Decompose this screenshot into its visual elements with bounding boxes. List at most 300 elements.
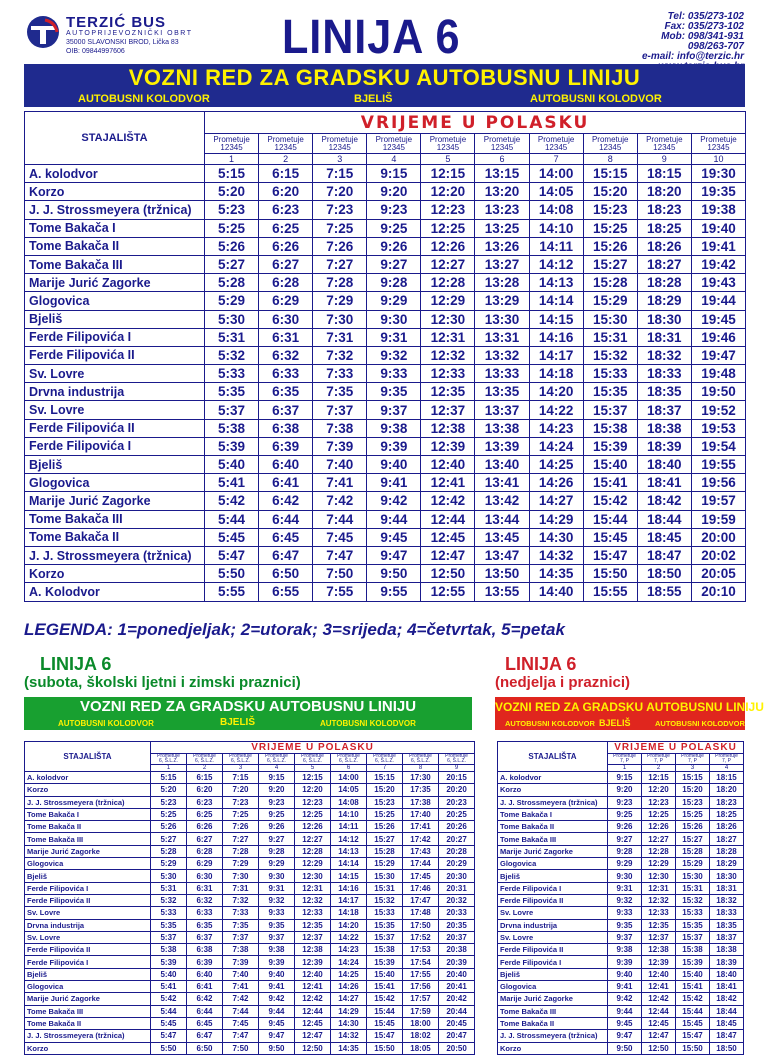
departure-time: 12:29: [642, 858, 676, 870]
stop-name: Tome Bakača I: [25, 219, 205, 237]
departure-time: 14:12: [331, 833, 367, 845]
departure-time: 15:25: [583, 219, 637, 237]
departure-time: 13:40: [475, 456, 529, 474]
departure-time: 14:32: [331, 1030, 367, 1042]
departure-time: 20:35: [439, 919, 475, 931]
stop-name: Glogovica: [25, 292, 205, 310]
departure-time: 19:42: [691, 255, 745, 273]
table-row: [25, 858, 475, 870]
departure-time: 18:33: [710, 907, 744, 919]
departure-time: 7:28: [313, 274, 367, 292]
departure-time: 12:33: [642, 907, 676, 919]
departure-time: 12:55: [421, 583, 475, 601]
column-number: 8: [403, 765, 439, 772]
departure-time: 14:35: [529, 565, 583, 583]
stop-name: Marije Jurić Zagorke: [25, 274, 205, 292]
departure-time: 9:28: [259, 845, 295, 857]
departure-time: 6:35: [187, 919, 223, 931]
column-number: 2: [187, 765, 223, 772]
operates-days: 6, Š.L.Z.: [231, 758, 250, 764]
departure-time: 14:27: [529, 492, 583, 510]
departure-time: 13:29: [475, 292, 529, 310]
departure-time: 5:32: [151, 894, 187, 906]
departure-time: 15:20: [583, 183, 637, 201]
operates-days: 12345: [382, 142, 405, 152]
departure-time: 9:33: [259, 907, 295, 919]
departure-time: 18:23: [710, 796, 744, 808]
departure-time: 9:35: [608, 919, 642, 931]
departure-time: 5:37: [205, 401, 259, 419]
stop-name: Tome Bakača III: [25, 255, 205, 273]
column-number: 2: [259, 154, 313, 165]
departure-time: 9:47: [608, 1030, 642, 1042]
departure-time: 15:28: [583, 274, 637, 292]
column-number: 10: [691, 154, 745, 165]
table-row: [498, 784, 744, 796]
departure-time: 19:38: [691, 201, 745, 219]
departure-time: 12:20: [421, 183, 475, 201]
operates-days: 12345: [274, 142, 297, 152]
departure-time: 20:41: [439, 981, 475, 993]
departure-time: 7:39: [313, 437, 367, 455]
departure-time: 18:27: [710, 833, 744, 845]
stop-name: Ferde Filipovića I: [25, 956, 151, 968]
departure-time: 7:26: [313, 237, 367, 255]
operates-cell: [331, 754, 367, 765]
departure-time: 12:33: [421, 365, 475, 383]
table-row: [25, 821, 475, 833]
column-number: 5: [295, 765, 331, 772]
departure-time: 14:30: [529, 528, 583, 546]
departure-time: 14:20: [331, 919, 367, 931]
departure-time: 12:29: [421, 292, 475, 310]
departure-time: 7:15: [313, 165, 367, 183]
departure-time: 9:30: [367, 310, 421, 328]
departure-time: 12:31: [295, 882, 331, 894]
departure-time: 9:31: [367, 328, 421, 346]
departure-time: 15:42: [367, 993, 403, 1005]
departure-time: 7:55: [313, 583, 367, 601]
operates-days: 12345: [436, 142, 460, 152]
departure-time: 14:16: [331, 882, 367, 894]
departure-time: 19:54: [691, 437, 745, 455]
table-row: [25, 383, 746, 401]
departure-time: 5:29: [205, 292, 259, 310]
departure-time: 20:47: [439, 1030, 475, 1042]
departure-time: 5:55: [205, 583, 259, 601]
departure-time: 9:15: [608, 772, 642, 784]
departure-time: 19:41: [691, 237, 745, 255]
column-number: 9: [637, 154, 691, 165]
stop-name: Ferde Filipovića II: [25, 346, 205, 364]
departure-time: 17:48: [403, 907, 439, 919]
departure-time: 15:28: [367, 845, 403, 857]
departure-time: 18:28: [710, 845, 744, 857]
departure-time: 18:32: [637, 346, 691, 364]
departure-time: 15:20: [676, 784, 710, 796]
departure-time: 15:32: [583, 346, 637, 364]
operates-days: 12345: [220, 142, 243, 152]
route-via: BJELIŠ: [220, 717, 256, 728]
table-row: [25, 219, 746, 237]
departure-time: 6:15: [259, 165, 313, 183]
departure-time: 7:15: [223, 772, 259, 784]
departure-time: 9:32: [608, 894, 642, 906]
stop-name: Glogovica: [498, 858, 608, 870]
departure-time: 15:44: [676, 1005, 710, 1017]
column-number: 6: [331, 765, 367, 772]
route-to: AUTOBUSNI KOLODVOR: [655, 719, 745, 728]
table-row: [25, 401, 746, 419]
route-to: AUTOBUSNI KOLODVOR: [320, 719, 416, 728]
departure-time: 9:55: [367, 583, 421, 601]
operates-label: Prometuje: [715, 753, 738, 759]
departure-time: 14:25: [331, 968, 367, 980]
departure-time: 17:50: [403, 919, 439, 931]
table-row: [498, 1005, 744, 1017]
departure-time: 12:23: [421, 201, 475, 219]
departure-time: 18:26: [637, 237, 691, 255]
table-row: [25, 1017, 475, 1029]
departure-time: 9:27: [367, 255, 421, 273]
departure-time: 5:37: [151, 931, 187, 943]
departure-time: 6:28: [187, 845, 223, 857]
contact-line: Fax: 035/273-102: [664, 21, 744, 32]
departure-time: 6:45: [187, 1017, 223, 1029]
departure-time: 17:41: [403, 821, 439, 833]
departure-time: 19:52: [691, 401, 745, 419]
stop-name: J. J. Strossmeyera (tržnica): [25, 546, 205, 564]
departure-time: 12:38: [642, 944, 676, 956]
departure-time: 13:20: [475, 183, 529, 201]
departure-time: 9:23: [367, 201, 421, 219]
departure-time: 9:25: [367, 219, 421, 237]
table-row: [25, 546, 746, 564]
table-row: [498, 1017, 744, 1029]
departure-time: 7:23: [313, 201, 367, 219]
departure-time: 15:30: [583, 310, 637, 328]
table-row: [498, 968, 744, 980]
departure-time: 6:26: [259, 237, 313, 255]
operates-days: 6, Š.L.Z.: [375, 758, 394, 764]
departure-time: 7:20: [313, 183, 367, 201]
table-row: [25, 845, 475, 857]
stops-header: STAJALIŠTA: [498, 742, 608, 772]
operates-label: Prometuje: [429, 134, 467, 144]
departure-time: 9:50: [367, 565, 421, 583]
departure-time: 18:42: [637, 492, 691, 510]
departure-time: 5:41: [205, 474, 259, 492]
operates-label: Prometuje: [193, 753, 216, 759]
departure-time: 18:20: [637, 183, 691, 201]
departure-time: 15:50: [676, 1042, 710, 1054]
saturday-banner: VOZNI RED ZA GRADSKU AUTOBUSNU LINIJU: [24, 697, 472, 717]
departure-time: 7:47: [223, 1030, 259, 1042]
operates-cell: [421, 134, 475, 154]
departure-time: 15:38: [367, 944, 403, 956]
departure-time: 5:15: [151, 772, 187, 784]
departure-time: 19:44: [691, 292, 745, 310]
departure-time: 9:50: [259, 1042, 295, 1054]
header-row: [498, 742, 744, 754]
departure-time: 12:42: [642, 993, 676, 1005]
departure-time: 6:40: [259, 456, 313, 474]
departure-time: 7:30: [313, 310, 367, 328]
departure-time: 7:27: [313, 255, 367, 273]
company-logo: [26, 14, 226, 60]
departure-time: 14:05: [331, 784, 367, 796]
departure-time: 9:38: [608, 944, 642, 956]
departure-time: 5:31: [151, 882, 187, 894]
departure-time: 5:45: [205, 528, 259, 546]
departure-time: 12:40: [642, 968, 676, 980]
departure-time: 5:50: [205, 565, 259, 583]
operates-cell: [403, 754, 439, 765]
departure-time: 6:39: [259, 437, 313, 455]
departure-time: 15:39: [367, 956, 403, 968]
departure-time: 6:44: [187, 1005, 223, 1017]
route-from: AUTOBUSNI KOLODVOR: [58, 719, 154, 728]
route-bar: [24, 91, 745, 107]
operates-label: Prometuje: [337, 753, 360, 759]
operates-days: 6, Š.L.Z.: [339, 758, 358, 764]
column-number: 3: [313, 154, 367, 165]
departure-time: 5:30: [151, 870, 187, 882]
departure-time: 12:20: [642, 784, 676, 796]
departure-time: 18:32: [710, 894, 744, 906]
departure-time: 15:41: [676, 981, 710, 993]
departure-time: 15:44: [367, 1005, 403, 1017]
departure-time: 9:45: [259, 1017, 295, 1029]
departure-time: 15:39: [583, 437, 637, 455]
table-row: [25, 492, 746, 510]
contact-email[interactable]: e-mail: info@terzic.hr: [642, 51, 744, 62]
departure-time: 9:41: [608, 981, 642, 993]
stop-name: Tome Bakača III: [498, 1005, 608, 1017]
departure-time: 12:32: [295, 894, 331, 906]
departure-time: 15:35: [367, 919, 403, 931]
departure-time: 12:29: [295, 858, 331, 870]
departure-time: 15:47: [583, 546, 637, 564]
departure-time: 9:20: [608, 784, 642, 796]
operates-label: Prometuje: [267, 134, 304, 144]
departures-header: VRIJEME U POLASKU: [205, 112, 746, 134]
departure-time: 9:25: [608, 808, 642, 820]
departure-time: 7:20: [223, 784, 259, 796]
company-oib: OIB: 09844997606: [66, 48, 125, 55]
departure-time: 9:45: [367, 528, 421, 546]
departure-time: 6:31: [259, 328, 313, 346]
operates-days: 7, P: [654, 758, 663, 764]
contact-info: [514, 12, 744, 72]
stop-name: Ferde Filipovića I: [498, 882, 608, 894]
table-row: [498, 796, 744, 808]
operates-label: Prometuje: [700, 134, 737, 144]
table-row: [25, 237, 746, 255]
stops-header: STAJALIŠTA: [25, 112, 205, 165]
departure-time: 15:40: [676, 968, 710, 980]
departure-time: 15:30: [367, 870, 403, 882]
table-row: [498, 894, 744, 906]
departure-time: 15:41: [583, 474, 637, 492]
departure-time: 17:52: [403, 931, 439, 943]
departure-time: 9:37: [259, 931, 295, 943]
stop-name: Ferde Filipovića II: [25, 944, 151, 956]
table-row: [25, 310, 746, 328]
departure-time: 7:31: [313, 328, 367, 346]
departure-time: 5:42: [205, 492, 259, 510]
operates-days: 6, Š.L.Z.: [267, 758, 286, 764]
column-number: 1: [608, 765, 642, 772]
departure-time: 15:32: [676, 894, 710, 906]
departure-time: 18:00: [403, 1017, 439, 1029]
column-number: 3: [676, 765, 710, 772]
departure-time: 12:40: [295, 968, 331, 980]
header-row: [25, 742, 475, 754]
departure-time: 17:59: [403, 1005, 439, 1017]
operates-days: 6, Š.L.Z.: [447, 758, 466, 764]
departure-time: 15:23: [367, 796, 403, 808]
departure-time: 18:45: [710, 1017, 744, 1029]
departure-time: 9:44: [367, 510, 421, 528]
sunday-title: LINIJA 6: [505, 654, 577, 674]
departure-time: 15:15: [583, 165, 637, 183]
departure-time: 18:25: [710, 808, 744, 820]
operates-days: 6, Š.L.Z.: [195, 758, 214, 764]
departure-time: 9:47: [259, 1030, 295, 1042]
departure-time: 13:31: [475, 328, 529, 346]
stop-name: Tome Bakača III: [25, 1005, 151, 1017]
departure-time: 7:33: [223, 907, 259, 919]
stop-name: Sv. Lovre: [25, 907, 151, 919]
operates-cell: [151, 754, 187, 765]
table-row: [498, 981, 744, 993]
table-row: [498, 772, 744, 784]
departure-time: 20:26: [439, 821, 475, 833]
table-row: [25, 981, 475, 993]
saturday-timetable: [24, 741, 475, 1055]
departure-time: 9:40: [367, 456, 421, 474]
weekday-timetable: [24, 111, 746, 602]
departure-time: 7:26: [223, 821, 259, 833]
departure-time: 19:55: [691, 456, 745, 474]
operates-label: Prometuje: [265, 753, 288, 759]
table-row: [25, 474, 746, 492]
column-number: 9: [439, 765, 475, 772]
stop-name: Bjeliš: [25, 968, 151, 980]
departure-time: 15:38: [676, 944, 710, 956]
departure-time: 14:15: [529, 310, 583, 328]
departure-time: 12:30: [421, 310, 475, 328]
departure-time: 15:45: [367, 1017, 403, 1029]
departure-time: 20:15: [439, 772, 475, 784]
departure-time: 18:30: [710, 870, 744, 882]
departure-time: 6:15: [187, 772, 223, 784]
departure-time: 20:39: [439, 956, 475, 968]
departure-time: 17:42: [403, 833, 439, 845]
departure-time: 5:32: [205, 346, 259, 364]
operates-cell: [583, 134, 637, 154]
route-from: AUTOBUSNI KOLODVOR: [78, 93, 210, 105]
departure-time: 9:30: [259, 870, 295, 882]
contact-line: Mob: 098/341-931: [661, 31, 744, 42]
departure-time: 5:44: [151, 1005, 187, 1017]
stop-name: Sv. Lovre: [25, 401, 205, 419]
departure-time: 15:37: [676, 931, 710, 943]
departure-time: 12:41: [421, 474, 475, 492]
departure-time: 18:23: [637, 201, 691, 219]
bus-logo-icon: [26, 14, 60, 50]
departure-time: 12:39: [295, 956, 331, 968]
operates-days: 7, P: [688, 758, 697, 764]
departure-time: 15:35: [583, 383, 637, 401]
column-number: 4: [367, 154, 421, 165]
departure-time: 9:37: [608, 931, 642, 943]
departure-time: 6:33: [187, 907, 223, 919]
operates-cell: [642, 754, 676, 765]
operates-cell: [676, 754, 710, 765]
stop-name: Tome Bakača II: [25, 1017, 151, 1029]
departure-time: 12:44: [642, 1005, 676, 1017]
departure-time: 19:30: [691, 165, 745, 183]
departure-time: 5:47: [151, 1030, 187, 1042]
table-row: [25, 919, 475, 931]
departure-time: 5:38: [151, 944, 187, 956]
contact-line: 098/263-707: [687, 41, 744, 52]
departure-time: 5:25: [151, 808, 187, 820]
departure-time: 18:30: [637, 310, 691, 328]
departure-time: 12:47: [295, 1030, 331, 1042]
departure-time: 13:45: [475, 528, 529, 546]
departure-time: 12:23: [295, 796, 331, 808]
operates-cell: [691, 134, 745, 154]
departure-time: 18:25: [637, 219, 691, 237]
operates-days: 12345: [328, 142, 351, 152]
departure-time: 5:25: [205, 219, 259, 237]
departure-time: 6:31: [187, 882, 223, 894]
saturday-title: LINIJA 6: [40, 654, 112, 674]
stop-name: J. J. Strossmeyera (tržnica): [498, 1030, 608, 1042]
departure-time: 12:31: [421, 328, 475, 346]
stop-name: Tome Bakača I: [25, 808, 151, 820]
departure-time: 19:45: [691, 310, 745, 328]
departure-time: 7:45: [223, 1017, 259, 1029]
departure-time: 6:27: [187, 833, 223, 845]
operates-cell: [259, 754, 295, 765]
departure-time: 9:20: [259, 784, 295, 796]
departure-time: 14:00: [529, 165, 583, 183]
departure-time: 15:31: [676, 882, 710, 894]
departure-time: 14:14: [331, 858, 367, 870]
departure-time: 5:40: [205, 456, 259, 474]
departure-time: 12:32: [421, 346, 475, 364]
departure-time: 18:40: [637, 456, 691, 474]
departure-time: 12:32: [642, 894, 676, 906]
departure-time: 15:26: [676, 821, 710, 833]
departure-time: 20:27: [439, 833, 475, 845]
departure-time: 12:27: [295, 833, 331, 845]
stop-name: Marije Jurić Zagorke: [25, 845, 151, 857]
stop-name: Sv. Lovre: [25, 931, 151, 943]
stop-name: Tome Bakača II: [25, 821, 151, 833]
operates-label: Prometuje: [229, 753, 252, 759]
departure-time: 15:47: [367, 1030, 403, 1042]
departure-time: 7:35: [223, 919, 259, 931]
table-row: [25, 968, 475, 980]
departure-time: 9:35: [367, 383, 421, 401]
stop-name: Sv. Lovre: [498, 907, 608, 919]
departure-time: 7:23: [223, 796, 259, 808]
